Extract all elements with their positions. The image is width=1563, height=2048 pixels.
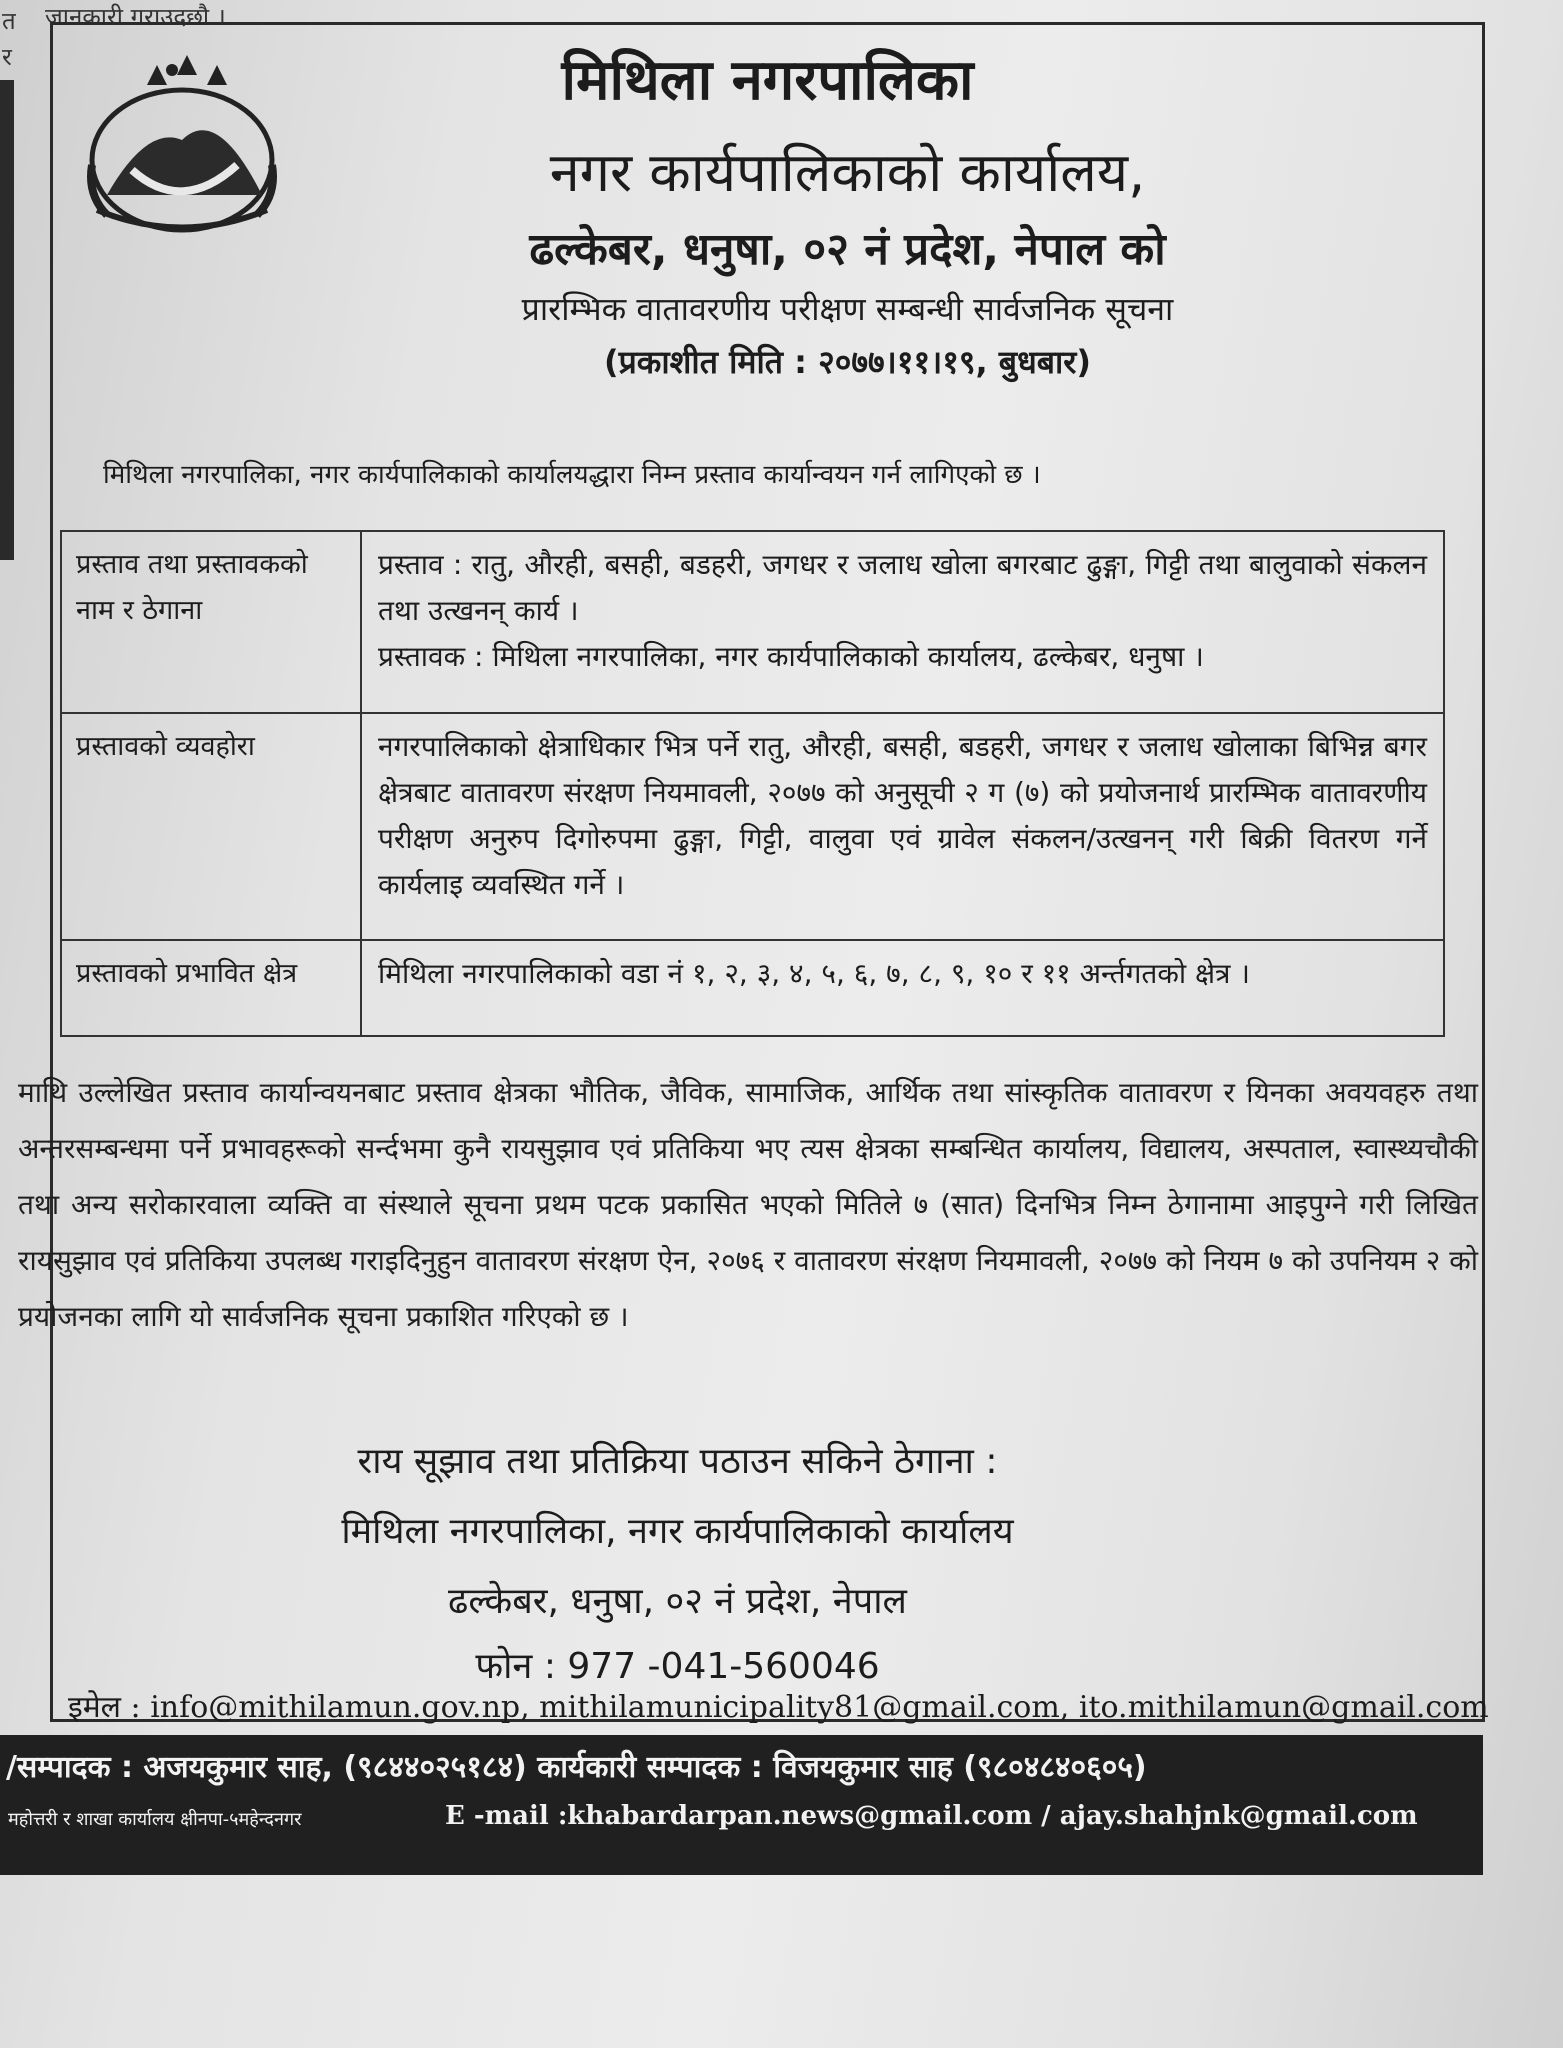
office-address: ढल्केबर, धनुषा, ०२ नं प्रदेश, नेपाल को [529, 224, 1166, 275]
top-strip-text: जानकारी गराउदछौ । [45, 3, 226, 31]
edge-bar [0, 80, 14, 560]
email-addresses: इमेल : info@mithilamun.gov.np, mithilamunicipality81@gmail.com, ito.mithilamun@gmail.com [68, 1690, 1489, 1725]
newspaper-footer [0, 1735, 1483, 1875]
edge-char: त [2, 7, 16, 35]
municipality-title: मिथिला नगरपालिका [561, 48, 974, 113]
notice-subject: प्रारम्भिक वातावरणीय परीक्षण सम्बन्धी सार्वजनिक सूचना [521, 290, 1174, 328]
address-heading: राय सूझाव तथा प्रतिक्रिया पठाउन सकिने ठेगाना : [357, 1441, 998, 1482]
public-notice [18, 22, 1489, 1725]
footer-editors: /सम्पादक : अजयकुमार साह, (९८४४०२५१८४) कार्यकारी सम्पादक : विजयकुमार साह (९८०४८४०६०५) [6, 1750, 1147, 1785]
table-row [62, 714, 1443, 941]
table-row [62, 941, 1443, 1035]
row-value [362, 532, 1443, 712]
publish-date: (प्रकाशीत मिति : २०७७।११।१९, बुधबार) [603, 343, 1092, 381]
row-value: नगरपालिकाको क्षेत्राधिकार भित्र पर्ने रातु, औरही, बसही, बडहरी, जगधर र जलाध खोलाका बिभिन्न बगर क्षेत्रबाट वातावरण संरक्षण नियमावली, २०७७ को अनुसूची २ ग (७) को प्रयोजनार्थ प्रारम्भिक वातावरणीय परीक्षण अनुरुप दिगोरुपमा ढुङ्गा, गिट्टी, वालुवा एवं ग्रावेल संकलन/उत्खनन् गरी बिक्री वितरण गर्ने कार्यलाइ व्यवस्थित गर्ने । [378, 730, 1427, 901]
notice-body: माथि उल्लेखित प्रस्ताव कार्यान्वयनबाट प्रस्ताव क्षेत्रका भौतिक, जैविक, सामाजिक, आर्थिक तथा सांस्कृतिक वातावरण र यिनका अवयवहरु तथा अन्तरसम्बन्धमा पर्ने प्रभावहरूको सर्न्दभमा कुनै रायसुझाव एवं प्रतिकिया भए त्यस क्षेत्रका सम्बन्धित कार्यालय, विद्यालय, अस्पताल, स्वास्थ्यचौकी तथा अन्य सरोकारवाला व्यक्ति वा संस्थाले सूचना प्रथम पटक प्रकासित भएको मितिले ७ (सात) दिनभित्र निम्न ठेगानामा आइपुग्ने गरी लिखित रायसुझाव एवं प्रतिकिया उपलब्ध गराइदिनुहुन वातावरण संरक्षण ऐन, २०७६ र वातावरण संरक्षण नियमावली, २०७७ को नियम ७ को उपनियम २ को प्रयोजनका लागि यो सार्वजनिक सूचना प्रकाशित गरिएको छ । [18, 1076, 1478, 1333]
table-row [62, 532, 1443, 714]
proposal-text: प्रस्ताव : रातु, औरही, बसही, बडहरी, जगधर र जलाध खोला बगरबाट ढुङ्गा, गिट्टी तथा बालुवाको संकलन तथा उत्खनन् कार्य । [378, 548, 1427, 627]
proposal-table [60, 530, 1445, 1037]
proposer-text: प्रस्तावक : मिथिला नगरपालिका, नगर कार्यपालिकाको कार्यालय, ढल्केबर, धनुषा । [378, 640, 1204, 673]
office-title: नगर कार्यपालिकाको कार्यालय, [549, 141, 1146, 204]
phone-number: फोन : 977 -041-560046 [475, 1646, 880, 1687]
edge-char: र [2, 43, 12, 71]
intro-text: मिथिला नगरपालिका, नगर कार्यपालिकाको कार्यालयद्धारा निम्न प्रस्ताव कार्यान्वयन गर्न लागिएको छ । [103, 460, 1041, 490]
row-label: प्रस्तावको प्रभावित क्षेत्र [62, 941, 362, 1035]
address-location: ढल्केबर, धनुषा, ०२ नं प्रदेश, नेपाल [448, 1581, 907, 1622]
row-value: मिथिला नगरपालिकाको वडा नं १, २, ३, ४, ५, ६, ७, ८, ९, १० र ११ अर्न्तगतको क्षेत्र । [378, 957, 1251, 990]
row-label: प्रस्ताव तथा प्रस्तावकको नाम र ठेगाना [62, 532, 362, 712]
row-label: प्रस्तावको व्यवहोरा [62, 714, 362, 939]
footer-office: महोत्तरी र शाखा कार्यालय क्षीनपा-५महेन्दनगर [8, 1809, 302, 1830]
footer-email: E -mail :khabardarpan.news@gmail.com / ajay.shahjnk@gmail.com [445, 1801, 1418, 1831]
address-office: मिथिला नगरपालिका, नगर कार्यपालिकाको कार्यालय [341, 1511, 1014, 1552]
